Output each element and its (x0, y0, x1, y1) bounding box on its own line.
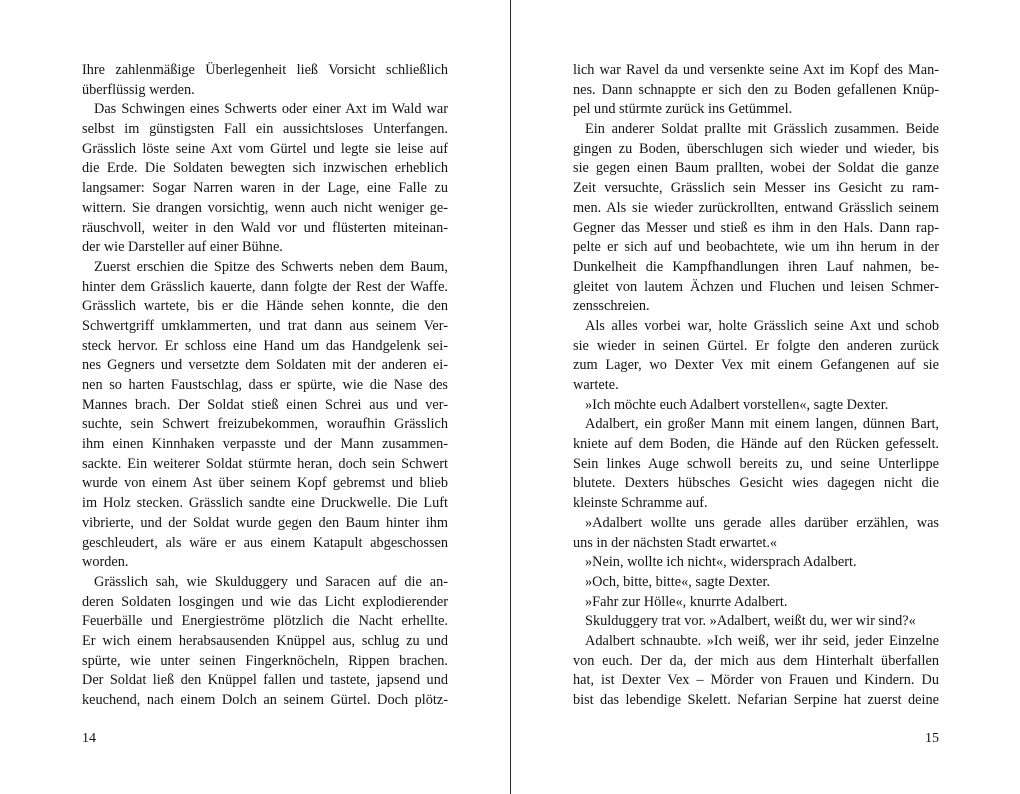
text-line: selbst im günstigsten Fall ein aussichtsloses Unterfangen. (82, 121, 448, 138)
text-line: uns in der nächsten Stadt erwartet.« (573, 534, 778, 551)
text-line: Grässlich sah, wie Skulduggery und Saracen auf die an- (94, 573, 448, 590)
text-line: wurde von einem Ast über seinem Kopf gebremst und blieb (82, 475, 448, 492)
text-line: keuchend, nach einem Dolch an seinem Gürtel. Doch plötz- (82, 692, 448, 708)
text-line: hat, ist Dexter Vex – Mörder von Frauen und Kindern. Du (573, 672, 939, 689)
text-line: räuschvoll, weiter in den Wald vor und flüsterten miteinan- (82, 219, 448, 236)
text-line: Grässlich wartete, bis er die Hände sehen konnte, die den (82, 298, 448, 315)
text-line: kleinste Schramme auf. (573, 495, 708, 512)
text-line: lich war Ravel da und versenkte seine Axt im Kopf des Man- (573, 62, 939, 78)
text-line: Er wich einem herabsausenden Knüppel aus, schlug zu und (82, 632, 448, 649)
text-line: Gegner das Messer und stieß es ihm in den Hals. Dann rap- (573, 219, 939, 236)
text-line: »Nein, wollte ich nicht«, widersprach Adalbert. (585, 554, 857, 571)
text-line: suchte, sein Schwert freizubekommen, woraufhin Grässlich (82, 416, 448, 433)
text-line: gingen zu Boden, überschlugen sich wieder und wieder, bis (573, 140, 939, 157)
text-line: Feuerbälle und Energieströme plötzlich die Nacht erhellte. (82, 613, 448, 630)
text-line: wartete. (573, 377, 619, 393)
text-line: Dunkelheit die Kampfhandlungen ihren Lauf nahmen, be- (573, 258, 939, 275)
text-line: nen so harten Faustschlag, dass er spürte, wie die Nase des (82, 377, 448, 393)
text-line: Das Schwingen eines Schwerts oder einer Axt im Wald war (94, 101, 448, 118)
text-line: Zeit versuchte, Grässlich sein Messer ins Gesicht zu ram- (573, 180, 939, 197)
text-line: Zuerst erschien die Spitze des Schwerts neben dem Baum, (94, 258, 448, 275)
text-line: der wie Darsteller auf einer Bühne. (82, 239, 283, 256)
text-line: pel und stürmte zurück ins Getümmel. (573, 101, 793, 118)
text-line: Ihre zahlenmäßige Überlegenheit ließ Vorsicht schließlich (82, 62, 448, 78)
text-line: »Adalbert wollte uns gerade alles darüber erzählen, was (585, 514, 939, 531)
text-line: kniete auf dem Boden, die Hände auf den Rücken gefesselt. (573, 436, 939, 453)
text-line: zum Lager, wo Dexter Vex mit einem Gefangenen auf sie (573, 357, 939, 374)
text-line: steck hervor. Er schloss eine Hand um das Handgelenk sei- (82, 337, 448, 354)
text-line: pelte er sich auf und beobachtete, wie um ihn herum in der (573, 239, 939, 256)
text-line: »Fahr zur Hölle«, knurrte Adalbert. (585, 593, 788, 610)
left-page-number: 14 (82, 731, 96, 746)
text-line: Als alles vorbei war, holte Grässlich seine Axt und schob (585, 317, 939, 334)
text-line: geschleudert, als wäre er aus einem Katapult abgeschossen (82, 534, 448, 551)
text-line: Schwertgriff umklammerten, und trat dann aus seinem Ver- (82, 317, 448, 334)
text-line: zensschreien. (573, 298, 650, 315)
text-line: Ein anderer Soldat prallte mit Grässlich zusammen. Beide (585, 121, 939, 138)
text-line: nes Gegners und versetzte dem Soldaten mit der anderen ei- (82, 357, 448, 374)
text-line: Skulduggery trat vor. »Adalbert, weißt du, wer wir sind?« (585, 613, 916, 630)
text-line: spürte, wie unter seinen Fingerknöcheln, Rippen brachen. (82, 652, 448, 669)
text-line: im Holz stecken. Grässlich sandte eine Druckwelle. Die Luft (82, 495, 448, 512)
text-line: sie wieder in seinen Gürtel. Er folgte den anderen zurück (573, 337, 939, 354)
text-line: gleitet von lautem Ächzen und Fluchen und leisen Schmer- (573, 278, 939, 295)
text-line: von euch. Der da, der mich aus dem Hinterhalt überfallen (573, 652, 939, 669)
text-line: blutete. Dexters hübsches Gesicht wies dagegen nicht die (573, 475, 939, 492)
text-line: überflüssig werden. (82, 81, 195, 98)
text-line: bist das lebendige Skelett. Nefarian Serpine hat zuerst deine (573, 692, 939, 708)
text-line: hinter dem Grässlich kauerte, dann folgte der Rest der Waffe. (82, 278, 448, 295)
text-line: »Och, bitte, bitte«, sagte Dexter. (585, 573, 771, 590)
text-line: vibrierte, und der Soldat wurde gegen den Baum hinter ihm (82, 514, 448, 531)
right-page-body (573, 61, 939, 711)
left-page (0, 0, 509, 794)
text-line: nes. Dann schnappte er sich den zu Boden gefallenen Knüp- (573, 81, 939, 98)
text-line: Grässlich löste seine Axt vom Gürtel und legte sie leise auf (82, 140, 448, 157)
text-line: Adalbert schnaubte. »Ich weiß, wer ihr seid, jeder Einzelne (585, 632, 939, 649)
text-line: men. Als sie wieder zurückrollten, entwand Grässlich seinem (573, 199, 939, 216)
text-line: sackte. Ein weiterer Soldat stürmte heran, doch sein Schwert (82, 455, 448, 472)
text-line: deren Soldaten losgingen und wie das Licht explodierender (82, 593, 448, 610)
text-line: »Ich möchte euch Adalbert vorstellen«, sagte Dexter. (585, 396, 889, 413)
text-line: wittern. Sie drangen vorsichtig, wenn auch nicht weniger ge- (82, 199, 448, 216)
text-line: Mannes brach. Der Soldat stieß einen Schrei aus und ver- (82, 396, 448, 413)
left-page-body (82, 61, 448, 711)
text-line: worden. (82, 554, 129, 571)
text-line: die Erde. Die Soldaten bewegten sich inzwischen erheblich (82, 160, 448, 177)
text-line: ihm einen Kinnhaken verpasste und der Mann zusammen- (82, 436, 448, 453)
text-line: langsamer: Sogar Narren waren in der Lage, eine Falle zu (82, 180, 448, 197)
text-line: Adalbert, ein großer Mann mit einem langen, dünnen Bart, (585, 416, 939, 433)
right-page (511, 0, 1020, 794)
text-line: sie gegen einen Baum prallten, wobei der Soldat die ganze (573, 160, 939, 177)
right-page-number: 15 (925, 731, 939, 746)
text-line: Der Soldat ließ den Knüppel fallen und tastete, japsend und (82, 672, 448, 689)
text-line: Sein linkes Auge schwoll bereits zu, und seine Unterlippe (573, 455, 939, 472)
